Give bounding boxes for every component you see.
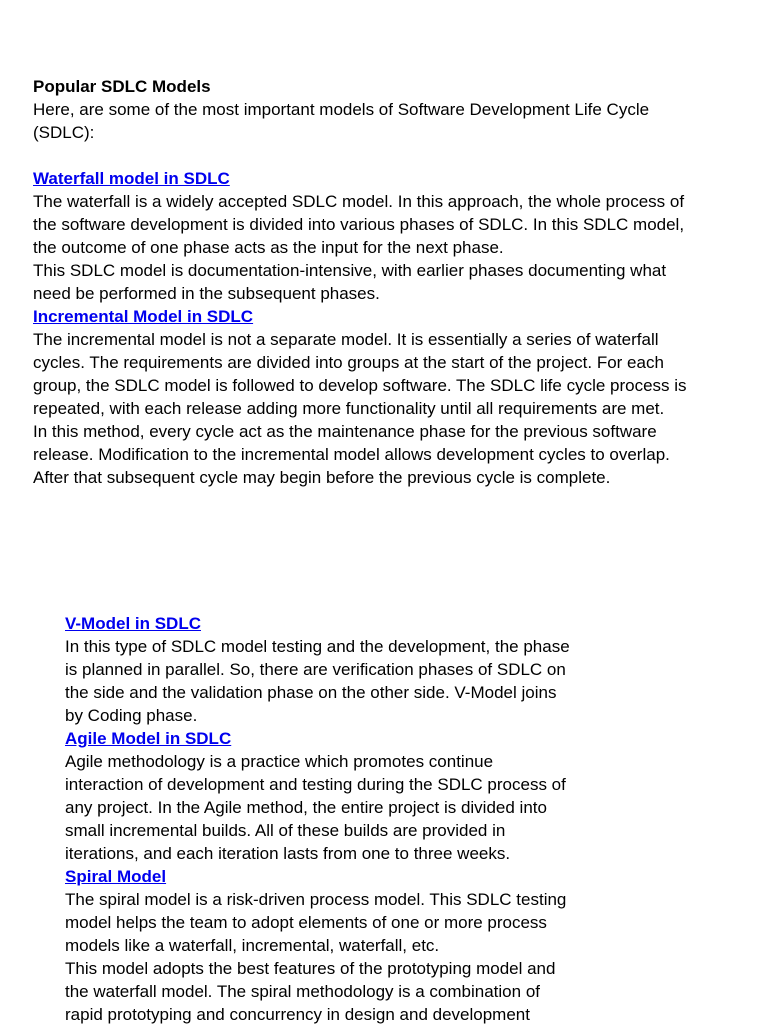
spiral-line-4: This model adopts the best features of the prototyping model and xyxy=(65,959,556,978)
waterfall-line-4: This SDLC model is documentation-intensive, with earlier phases documenting what xyxy=(33,261,667,280)
spiral-line-3: models like a waterfall, incremental, waterfall, etc. xyxy=(65,936,440,955)
incremental-line-4: repeated, with each release adding more functionality until all requirements are met. xyxy=(33,399,665,418)
agile-line-4: small incremental builds. All of these builds are provided in xyxy=(65,821,506,840)
waterfall-model-link[interactable]: Waterfall model in SDLC xyxy=(33,169,230,188)
waterfall-line-2: the software development is divided into various phases of SDLC. In this SDLC model, xyxy=(33,215,685,234)
incremental-line-2: cycles. The requirements are divided into groups at the start of the project. For each xyxy=(33,353,664,372)
spiral-line-1: The spiral model is a risk-driven process model. This SDLC testing xyxy=(65,890,567,909)
vmodel-line-3: the side and the validation phase on the other side. V-Model joins xyxy=(65,683,557,702)
document-section-bottom xyxy=(65,612,625,1026)
intro-line-2: (SDLC): xyxy=(33,123,95,142)
spiral-line-2: model helps the team to adopt elements of one or more process xyxy=(65,913,547,932)
agile-line-5: iterations, and each iteration lasts from one to three weeks. xyxy=(65,844,511,863)
waterfall-line-3: the outcome of one phase acts as the input for the next phase. xyxy=(33,238,504,257)
incremental-model-link[interactable]: Incremental Model in SDLC xyxy=(33,307,254,326)
agile-line-3: any project. In the Agile method, the entire project is divided into xyxy=(65,798,547,817)
incremental-line-1: The incremental model is not a separate model. It is essentially a series of waterfall xyxy=(33,330,659,349)
incremental-line-5: In this method, every cycle act as the maintenance phase for the previous software xyxy=(33,422,657,441)
agile-line-1: Agile methodology is a practice which promotes continue xyxy=(65,752,494,771)
agile-line-2: interaction of development and testing during the SDLC process of xyxy=(65,775,566,794)
spiral-model-link[interactable]: Spiral Model xyxy=(65,867,167,886)
intro-line-1: Here, are some of the most important models of Software Development Life Cycle xyxy=(33,100,650,119)
incremental-line-6: release. Modification to the incremental model allows development cycles to overlap. xyxy=(33,445,670,464)
v-model-link[interactable]: V-Model in SDLC xyxy=(65,614,201,633)
vmodel-line-4: by Coding phase. xyxy=(65,706,198,725)
document-section-top xyxy=(33,75,733,489)
spiral-line-5: the waterfall model. The spiral methodology is a combination of xyxy=(65,982,540,1001)
waterfall-line-5: need be performed in the subsequent phases. xyxy=(33,284,380,303)
spiral-line-6: rapid prototyping and concurrency in design and development xyxy=(65,1005,530,1024)
blank-line xyxy=(33,144,733,167)
section-heading: Popular SDLC Models xyxy=(33,77,211,96)
incremental-line-3: group, the SDLC model is followed to develop software. The SDLC life cycle process is xyxy=(33,376,687,395)
vmodel-line-2: is planned in parallel. So, there are verification phases of SDLC on xyxy=(65,660,566,679)
vmodel-line-1: In this type of SDLC model testing and the development, the phase xyxy=(65,637,570,656)
agile-model-link[interactable]: Agile Model in SDLC xyxy=(65,729,232,748)
waterfall-line-1: The waterfall is a widely accepted SDLC model. In this approach, the whole process of xyxy=(33,192,685,211)
incremental-line-7: After that subsequent cycle may begin before the previous cycle is complete. xyxy=(33,468,611,487)
